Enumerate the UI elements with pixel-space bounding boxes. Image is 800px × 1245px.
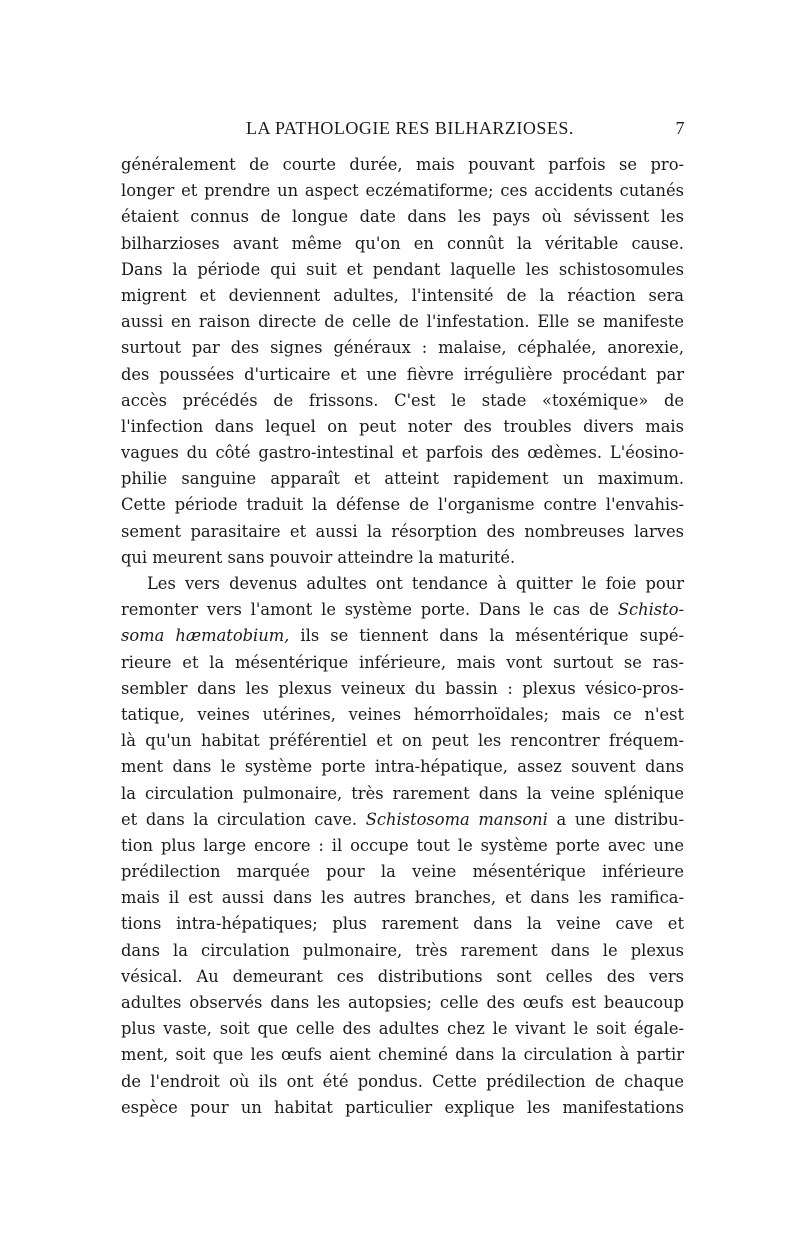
text-segment: et dans la circulation cave. (121, 809, 366, 829)
text-line: l'infection dans lequel on peut noter des troubles divers mais (121, 416, 684, 436)
running-head (120, 118, 685, 142)
text-segment: a une distribu- (547, 809, 684, 829)
text-line: adultes observés dans les autopsies; celle des œufs est beaucoup (121, 993, 684, 1012)
text-line: Cette période traduit la défense de l'organisme contre l'envahis- (121, 495, 684, 515)
text-segment: ils se tiennent dans la mésentérique supé- (289, 626, 684, 646)
text-line: philie sanguine apparaît et atteint rapidement un maximum. (121, 469, 684, 489)
italic-taxon: Schisto- (617, 600, 684, 620)
text-line: espèce pour un habitat particulier explique les manifestations (121, 1097, 684, 1117)
text-line: ment, soit que les œufs aient cheminé dans la circulation à partir (121, 1045, 684, 1065)
text-line: la circulation pulmonaire, très rarement dans la veine splénique (121, 783, 684, 803)
text-line: tions intra-hépatiques; plus rarement dans la veine cave et (121, 914, 684, 934)
text-line: Dans la période qui suit et pendant laquelle les schistosomules (121, 259, 684, 279)
text-line: surtout par des signes généraux : malaise, céphalée, anorexie, (121, 338, 684, 358)
body-text (121, 152, 684, 1121)
text-line: vésical. Au demeurant ces distributions sont celles des vers (121, 966, 684, 986)
text-line: étaient connus de longue date dans les pays où sévissent les (121, 207, 684, 227)
page-number: 7 (675, 118, 685, 138)
text-line: là qu'un habitat préférentiel et on peut les rencontrer fréquem- (121, 731, 684, 751)
text-line: de l'endroit où ils ont été pondus. Cette prédilection de chaque (121, 1071, 684, 1091)
text-line: mais il est aussi dans les autres branches, et dans les ramifica- (121, 888, 684, 908)
text-line: plus vaste, soit que celle des adultes chez le vivant le soit égale- (121, 1019, 684, 1039)
text-line: tatique, veines utérines, veines hémorrhoïdales; mais ce n'est (121, 704, 684, 724)
italic-taxon: soma hæmatobium, (121, 626, 290, 646)
text-line: sement parasitaire et aussi la résorption des nombreuses larves (121, 521, 684, 541)
text-line: prédilection marquée pour la veine mésentérique inférieure (121, 862, 684, 882)
text-line: ment dans le système porte intra-hépatique, assez souvent dans (121, 757, 684, 777)
text-line-with-italic (121, 597, 684, 623)
text-line: qui meurent sans pouvoir atteindre la maturité. (121, 547, 516, 567)
text-line: tion plus large encore : il occupe tout le système porte avec une (121, 835, 684, 855)
text-line: accès précédés de frissons. C'est le stade «toxémique» de (121, 390, 684, 410)
text-line: longer et prendre un aspect eczématiforme; ces accidents cutanés (121, 181, 684, 201)
text-line: sembler dans les plexus veineux du bassin : plexus vésico-pros- (121, 678, 684, 698)
italic-taxon: Schistosoma mansoni (365, 809, 548, 829)
text-line-with-italic (121, 807, 684, 833)
text-line: migrent et deviennent adultes, l'intensité de la réaction sera (121, 285, 684, 305)
text-line: bilharzioses avant même qu'on en connût la véritable cause. (121, 233, 684, 253)
text-line: aussi en raison directe de celle de l'infestation. Elle se manifeste (121, 312, 684, 332)
text-line: des poussées d'urticaire et une fièvre irrégulière procédant par (121, 364, 684, 384)
text-line: vagues du côté gastro-intestinal et parfois des œdèmes. L'éosino- (121, 443, 684, 463)
text-line-with-italic (121, 623, 684, 649)
text-line: généralement de courte durée, mais pouvant parfois se pro- (121, 155, 684, 174)
running-head-title: LA PATHOLOGIE RES BILHARZIOSES. (246, 118, 574, 138)
text-line: Les vers devenus adultes ont tendance à quitter le foie pour (147, 574, 684, 593)
text-line: rieure et la mésentérique inférieure, mais vont surtout se ras- (121, 652, 684, 672)
text-segment: remonter vers l'amont le système porte. Dans le cas de (121, 600, 618, 620)
text-line: dans la circulation pulmonaire, très rarement dans le plexus (121, 940, 684, 960)
